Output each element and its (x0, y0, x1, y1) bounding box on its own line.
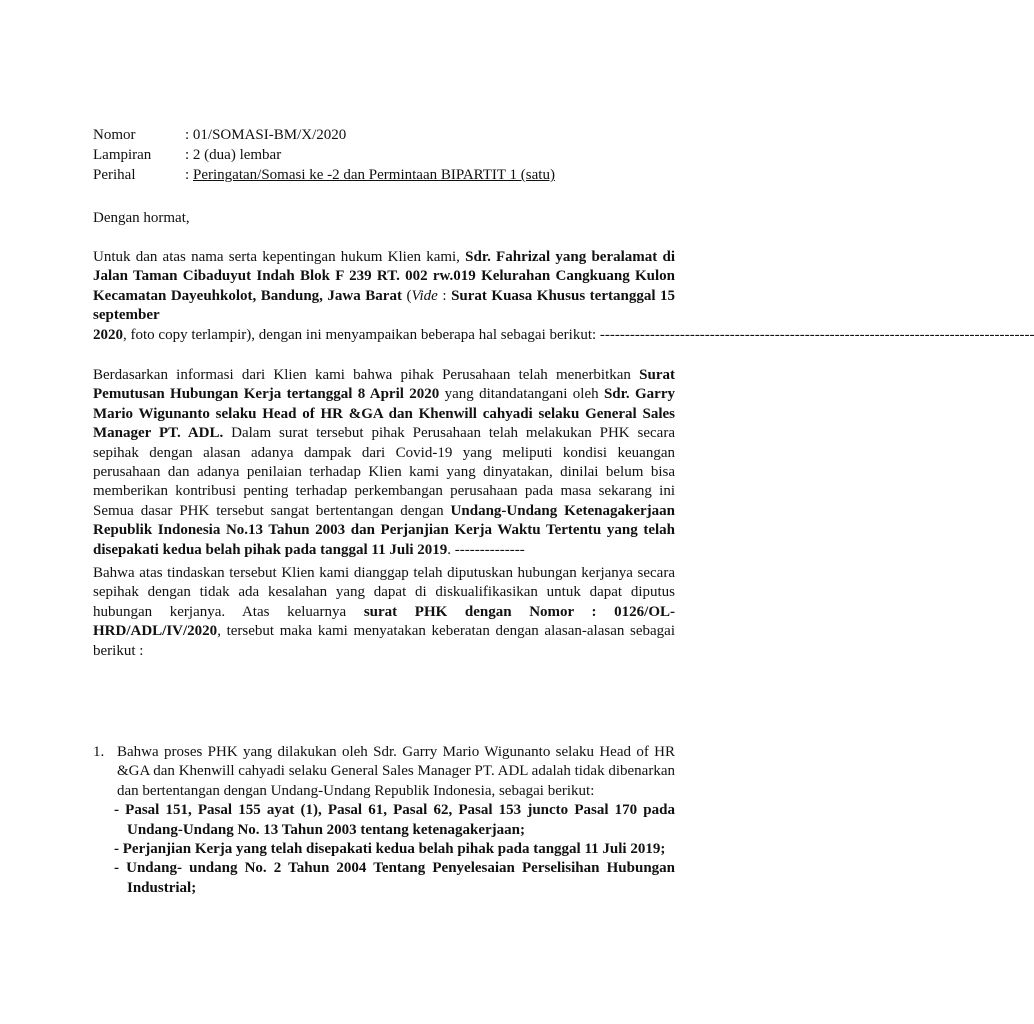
lampiran-label: Lampiran (93, 147, 152, 163)
sub-item-work-agreement: - Perjanjian Kerja yang telah disepakati kedua belah pihak pada tanggal 11 Juli 2019; (114, 841, 666, 858)
greeting: Dengan hormat, (93, 210, 190, 226)
p2-termination-letter: Surat Pemutusan Hubungan Kerja tertanggal 8 April 2020 (93, 367, 675, 403)
nomor-value: : 01/SOMASI-BM/X/2020 (185, 127, 347, 143)
lampiran-row (93, 145, 693, 165)
p2-text-3: Dalam surat tersebut pihak Perusahaan telah melakukan PHK secara sepihak dengan alasan adanya dampak dari Covid-19 yang meliputi kondisi keuangan perusahaan dan adanya penilaian terhadap Klien kami yang dinyatakan, dinilai belum bisa memberikan kontribusi penting terhadap perkembangan perusahaan pada masa sekarang ini Semua dasar PHK tersebut sangat bertentangan dengan (93, 425, 675, 519)
p2-law-reference: Undang-Undang Ketenagakerjaan Republik Indonesia No.13 Tahun 2003 dan Perjanjian Kerja Waktu Tertentu yang telah disepakati kedua belah pihak pada tanggal 11 Juli 2019 (93, 502, 676, 558)
p3-text-1: Bahwa atas tindaskan tersebut Klien kami dianggap telah diputuskan hubungan kerjanya secara sepihak dengan tidak ada kesalahan yang dapat di diskualifikasikan untuk dapat diputus hubungan kerjanya. Atas keluarnya (93, 565, 675, 620)
nomor-row (93, 125, 693, 145)
paragraph-objection (93, 564, 675, 661)
p2-text-1: Berdasarkan informasi dari Klien kami bahwa pihak Perusahaan telah menerbitkan (93, 367, 640, 383)
lampiran-value: : 2 (dua) lembar (185, 147, 282, 163)
sub-item-law-articles: - Pasal 151, Pasal 155 ayat (1), Pasal 61, Pasal 62, Pasal 153 juncto Pasal 170 pada Undang-Undang No. 13 Tahun 2003 tentang ketenagakerjaan; (114, 802, 675, 838)
perihal-label: Perihal (93, 167, 136, 183)
p3-phk-number: surat PHK dengan Nomor : 0126/OL-HRD/ADL/IV/2020 (93, 603, 675, 640)
p3-text-2: , tersebut maka kami menyatakan keberatan dengan alasan-alasan sebagai berikut : (93, 623, 675, 659)
p1-vide: Vide (411, 287, 438, 304)
paragraph-termination (93, 366, 675, 560)
letter-header (93, 125, 693, 185)
paragraph-client-identity (93, 248, 1034, 345)
p2-text-4: . -------------- (447, 541, 525, 558)
list-item-text: Bahwa proses PHK yang dilakukan oleh Sdr. Garry Mario Wigunanto selaku Head of HR &GA dan Khenwill cahyadi selaku General Sales Manager PT. ADL adalah tidak dibenarkan dan bertentangan dengan Undang-Undang Republik Indonesia, sebagai berikut: (117, 744, 675, 799)
nomor-label: Nomor (93, 127, 136, 143)
sub-item-dispute-law: - Undang- undang No. 2 Tahun 2004 Tentang Penyelesaian Perselisihan Hubungan Industrial; (114, 860, 675, 896)
p1-client-address: Sdr. Fahrizal yang beralamat di Jalan Taman Cibaduyut Indah Blok F 239 RT. 002 rw.019 Kelurahan Cangkuang Kulon Kecamatan Dayeuhkolot, Bandung, Jawa Barat (93, 249, 675, 304)
p1-text-2: ( (401, 287, 412, 304)
p1-power-of-attorney: Surat Kuasa Khusus tertanggal 15 september 2020 (93, 287, 676, 343)
p1-text-4: , foto copy terlampir), dengan ini menyampaikan beberapa hal sebagai berikut: --------------------------------------------------------------------------------------- (123, 326, 1034, 343)
perihal-colon: : (185, 167, 190, 183)
p1-text-1: Untuk dan atas nama serta kepentingan hukum Klien kami, (93, 249, 466, 265)
p2-text-2: yang ditandatangani oleh (439, 386, 604, 403)
objection-list (93, 743, 675, 898)
p1-text-3: : (437, 287, 452, 304)
perihal-value: Peringatan/Somasi ke -2 dan Permintaan BIPARTIT 1 (satu) (193, 167, 555, 183)
perihal-row (93, 165, 693, 185)
list-item-number: 1. (93, 744, 105, 760)
p2-signatories: Sdr. Garry Mario Wigunanto selaku Head of HR &GA dan Khenwill cahyadi selaku General Sales Manager PT. ADL. (93, 386, 675, 442)
list-item (114, 743, 675, 898)
